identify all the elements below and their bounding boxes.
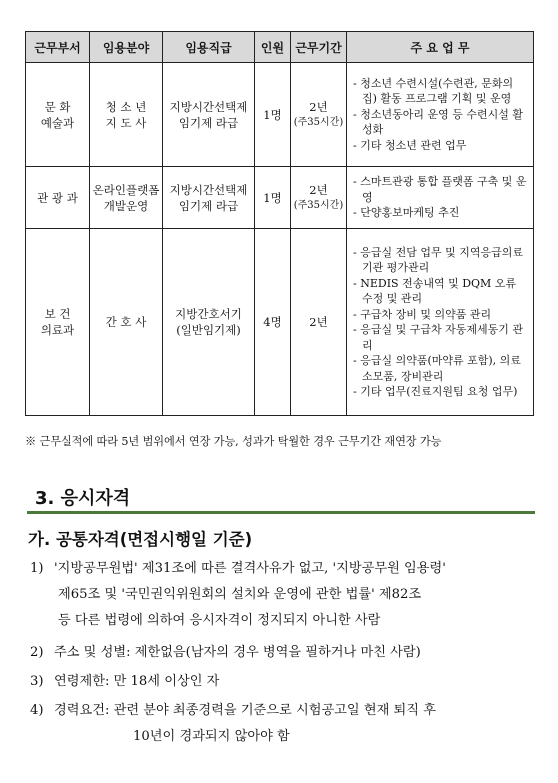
qualification-item (30, 698, 540, 750)
duty-item: - 청소년 수련시설(수련관, 문화의집) 활동 프로그램 기획 및 운영 (353, 76, 514, 106)
duty-item: - 구급차 장비 및 의약품 관리 (353, 307, 492, 321)
section-divider (27, 511, 535, 514)
item-line: 10년이 경과되지 않아야 함 (133, 729, 290, 744)
duty-item: - 응급실 및 구급차 자동제세동기 관리 (353, 323, 523, 352)
item-number: 4) (30, 703, 44, 718)
duty-item: - 기타 청소년 관련 업무 (353, 138, 467, 152)
subheading: 가. 공통자격(면접시행일 기준) (28, 530, 253, 549)
section-title: 3. 응시자격 (35, 488, 131, 509)
dept-cell (26, 63, 90, 167)
qualification-item (30, 669, 540, 695)
duty-item: - 스마트관광 통합 플랫폼 구축 및 운영 (353, 175, 527, 204)
field-cell: 간 호 사 (90, 229, 163, 416)
grade-cell (163, 63, 255, 167)
grade-cell (163, 167, 255, 229)
item-line: 제65조 및 '국민권익위원회의 설치와 운영에 관한 법률' 제82조 (58, 587, 422, 602)
period-cell (291, 63, 347, 167)
header-period: 근무기간 (291, 32, 347, 63)
grade-line: 임기제 라급 (178, 115, 239, 130)
table-row (26, 63, 534, 167)
duty-item: - 청소년동아리 운영 등 수련시설 활성화 (353, 107, 523, 137)
item-line: 주소 및 성별: 제한없음(남자의 경우 병역을 필하거나 마친 사람) (54, 645, 421, 660)
grade-line: 지방간호서기 (175, 307, 242, 321)
item-line: 연령제한: 만 18세 이상인 자 (54, 674, 220, 689)
header-grade: 임용직급 (163, 32, 255, 63)
field-line: 온라인플랫폼 (92, 182, 160, 197)
header-dept: 근무부서 (26, 32, 90, 63)
grade-line: 지방시간선택제 (169, 182, 248, 197)
item-number: 1) (30, 561, 44, 576)
dept-line: 문 화 (44, 99, 71, 114)
period-cell (291, 167, 347, 229)
period-note: (주35시간) (293, 116, 344, 128)
duty-item: - 응급실 전담 업무 및 지역응급의료 기관 평가관리 (353, 245, 523, 274)
table-row (26, 167, 534, 229)
field-line: 지 도 사 (105, 115, 147, 130)
field-line: 청 소 년 (105, 99, 147, 114)
recruitment-table (25, 31, 534, 416)
item-line: 등 다른 법령에 의하여 응시자격이 정지되지 아니한 사람 (58, 613, 381, 628)
dept-line: 의료과 (40, 323, 75, 337)
grade-line: 지방시간선택제 (169, 99, 248, 114)
dept-line: 보 건 (44, 307, 71, 321)
field-cell (90, 63, 163, 167)
count-cell: 1명 (255, 167, 291, 229)
table-header-row (26, 32, 534, 63)
header-duties: 주 요 업 무 (347, 32, 534, 63)
duties-cell (347, 167, 534, 229)
count-cell: 1명 (255, 63, 291, 167)
grade-cell (163, 229, 255, 416)
qualification-item (30, 556, 540, 634)
period-cell: 2년 (291, 229, 347, 416)
period-value: 2년 (309, 99, 328, 114)
period-value: 2년 (309, 182, 328, 197)
item-line: 경력요건: 관련 분야 최종경력을 기준으로 시험공고일 현재 퇴직 후 (54, 703, 436, 718)
duty-item: - NEDIS 전송내역 및 DQM 오류 수정 및 관리 (353, 276, 517, 305)
period-note: (주35시간) (293, 199, 344, 211)
header-count: 인원 (255, 32, 291, 63)
extension-note: ※ 근무실적에 따라 5년 범위에서 연장 가능, 성과가 탁월한 경우 근무기간 재연장 가능 (25, 435, 442, 448)
duty-item: - 응급실 의약품(마약류 포함), 의료소모품, 장비관리 (353, 354, 521, 383)
field-line: 개발운영 (103, 198, 149, 213)
duties-cell (347, 63, 534, 167)
table-row (26, 229, 534, 416)
field-cell (90, 167, 163, 229)
dept-cell: 관 광 과 (26, 167, 90, 229)
header-field: 임용분야 (90, 32, 163, 63)
qualification-item (30, 640, 540, 666)
duty-item: - 단양홍보마케팅 추진 (353, 206, 460, 220)
dept-cell (26, 229, 90, 416)
item-line: '지방공무원법' 제31조에 따른 결격사유가 없고, '지방공무원 임용령' (54, 561, 446, 576)
duties-cell (347, 229, 534, 416)
dept-line: 예술과 (40, 115, 75, 130)
grade-line: 임기제 라급 (178, 198, 239, 213)
duty-item: - 기타 업무(진료지원팀 요청 업무) (353, 385, 518, 398)
grade-line: (일반임기제) (176, 323, 241, 337)
item-number: 2) (30, 645, 44, 660)
count-cell: 4명 (255, 229, 291, 416)
item-number: 3) (30, 674, 44, 689)
